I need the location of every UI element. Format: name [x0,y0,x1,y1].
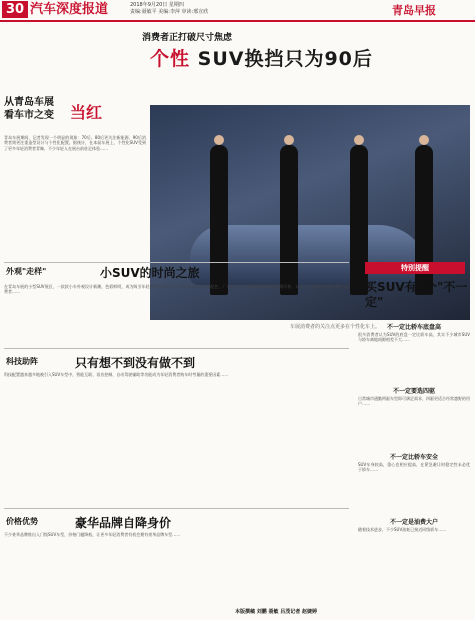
side-head-line-1: 从青岛车展 [4,97,54,108]
model-head [419,135,429,145]
authors: 本版撰稿 刘鹏 聂敏 吕茂记者 赵婕婷 [235,609,317,615]
divider [4,348,349,349]
model-head [214,135,224,145]
section-3-title: 豪华品牌自降身价 [75,516,172,530]
section-3-text: 不少豪华品牌推出入门级SUV车型，价格门槛降低，让更多年轻消费者有机会拥有豪华品牌车型…… [4,532,181,537]
section-1-tag: 外观"走样" [6,267,47,276]
right-sub-3: 不一定比轿车安全 [389,454,438,461]
divider [4,508,349,509]
headline-prefix: 个性 [150,48,191,70]
model-head [284,135,294,145]
section-2-text: 科技配置越来越多地被引入SUV车型中，智能互联、语音控制、自动驾驶辅助等功能成为年轻消费者购车时考量的重要因素…… [4,372,229,377]
section-2-tag: 科技助阵 [6,357,38,366]
section-title: 汽车深度报道 [30,2,109,17]
intro-text: 青岛车展期间，记者发现一个明显的现象：70后、80后更关注新能源、90后消费者则更注重造型设计与个性化配置。据统计，在本届车展上，个性化SUV受到了更多年轻消费者青睐，不少年轻人在展台前驻足体验…… [4,135,146,151]
model-figure [280,145,298,295]
section-3-tag: 价格优势 [6,517,38,526]
brand-logo: 青岛早报 [392,4,436,17]
headline [150,44,373,71]
side-head-big: 当红 [70,103,103,122]
side-head-line-2: 看车市之变 [4,110,54,121]
date: 2018年9月20日 星期四 [130,2,184,8]
section-1-text: 在青岛车展的小型SUV展区，一款款小车外观设计新潮、色彩鲜明，成为吸引年轻消费者的焦点。从车身线条到内饰配色，厂家都在尝试突破传统SUV的硬朗印象，以更具个性的造型迎合90后消费者…… [4,284,349,295]
right-title: 买SUV有4个"不一定" [365,280,468,309]
right-tag: 特别提醒 [365,262,465,274]
model-figure [210,145,228,295]
right-sub-4: 不一定是油费大户 [389,519,438,526]
section-1-title: 小SUV的时尚之旅 [100,266,200,280]
model-head [354,135,364,145]
page-number: 30 [2,1,28,18]
right-sub-2: 不一定要选四驱 [392,388,435,395]
right-text-2: 日常城市通勤两驱车型即可满足需求，四驱更适合经常越野的用户…… [358,396,470,407]
headline-main: SUV换挡只为90后 [197,48,373,70]
divider [4,262,349,263]
header-meta [130,2,208,16]
section-2-title: 只有想不到没有做不到 [75,356,196,370]
right-sub-1: 不一定比轿车底盘高 [386,324,441,331]
editors: 责编:聂敏平 美编:李萍 审读:邢宣欣 [130,9,209,15]
right-text-1: 很多消费者认为SUV的底盘一定比轿车高，其实不少城市SUV与轿车离地间隙相差不大…… [358,332,470,343]
right-text-4: 随着技术进步，不少SUV油耗已接近同级轿车…… [358,527,447,532]
right-text-3: SUV车身较高，重心也相应提高，在紧急避让时稳定性未必优于轿车…… [358,462,470,473]
photo-caption: 车展消费者的关注点更多在个性化车上。 [290,324,381,330]
kicker: 消费者正打破尺寸焦虑 [142,33,233,43]
